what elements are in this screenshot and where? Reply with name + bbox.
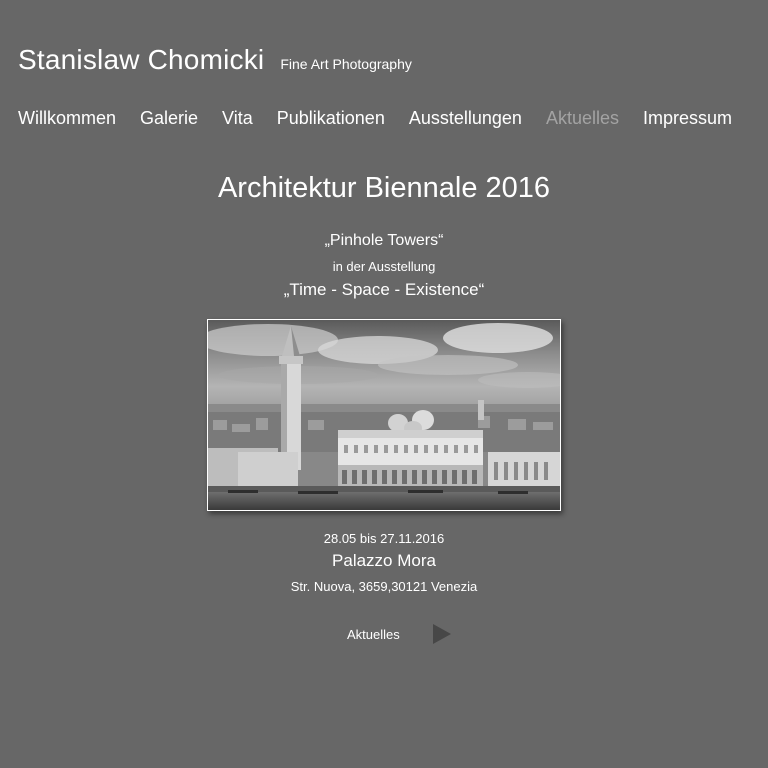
venice-photo[interactable] bbox=[207, 319, 561, 511]
venue-name: Palazzo Mora bbox=[332, 551, 436, 570]
exhibition-intro: in der Ausstellung bbox=[332, 259, 436, 274]
play-arrow-icon[interactable] bbox=[433, 624, 451, 644]
exhibition-name: „Time - Space - Existence“ bbox=[283, 280, 485, 299]
page-title: Architektur Biennale 2016 bbox=[217, 172, 551, 204]
venue-address: Str. Nuova, 3659,30121 Venezia bbox=[290, 579, 478, 594]
site-header bbox=[18, 44, 412, 76]
aktuelles-link-label[interactable]: Aktuelles bbox=[347, 626, 400, 642]
nav-item-aktuelles[interactable]: Aktuelles bbox=[545, 108, 619, 128]
nav-item-willkommen[interactable]: Willkommen bbox=[18, 108, 117, 128]
nav-item-publikationen[interactable]: Publikationen bbox=[276, 108, 385, 128]
nav-item-vita[interactable]: Vita bbox=[222, 108, 253, 128]
nav-item-ausstellungen[interactable]: Ausstellungen bbox=[408, 108, 522, 128]
nav-item-galerie[interactable]: Galerie bbox=[140, 108, 199, 128]
site-subtitle: Fine Art Photography bbox=[280, 56, 412, 72]
work-title: „Pinhole Towers“ bbox=[324, 232, 444, 249]
site-title[interactable]: Stanislaw Chomicki bbox=[18, 44, 265, 75]
nav-item-impressum[interactable]: Impressum bbox=[642, 108, 732, 128]
main-nav bbox=[18, 108, 732, 129]
date-range: 28.05 bis 27.11.2016 bbox=[323, 531, 445, 546]
aktuelles-link[interactable] bbox=[347, 624, 451, 644]
venice-photo-image bbox=[208, 320, 560, 510]
